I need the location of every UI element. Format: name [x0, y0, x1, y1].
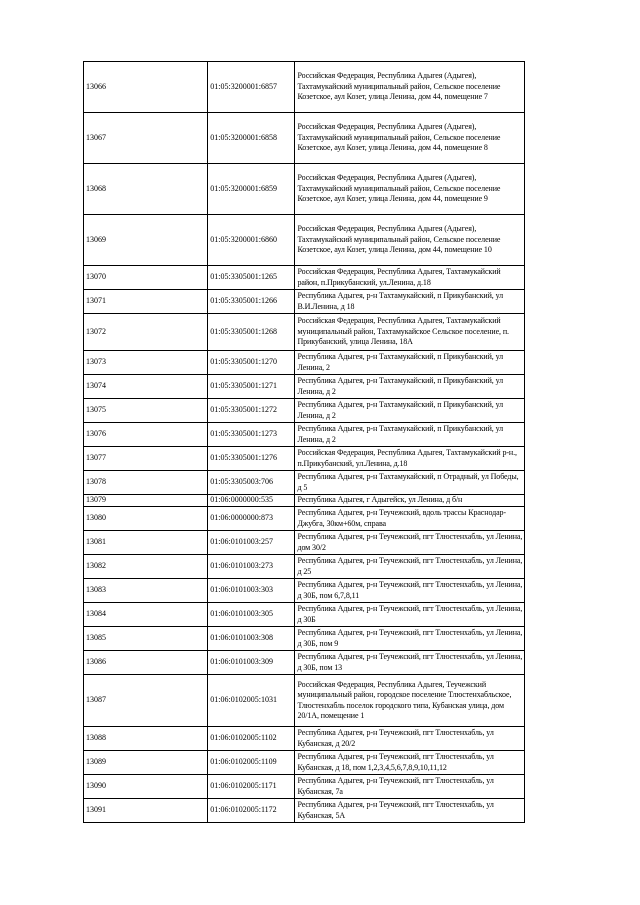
table-row [84, 627, 525, 651]
cadastral-number: 01:06:0000000:873 [208, 507, 295, 531]
table-row [84, 266, 525, 290]
table-row [84, 603, 525, 627]
address: Российская Федерация, Республика Адыгея, Тахтамукайский р-н., п.Прикубанский, ул.Ленина, д.18 [295, 447, 525, 471]
address: Республика Адыгея, р-н Теучежский, пгт Тлюстенхабль, ул Кубанская, 5А [295, 799, 525, 823]
row-number: 13080 [84, 507, 208, 531]
table-row [84, 423, 525, 447]
table-row [84, 290, 525, 314]
cadastral-number: 01:05:3200001:6859 [208, 164, 295, 215]
cadastral-number: 01:05:3305001:1276 [208, 447, 295, 471]
address: Российская Федерация, Республика Адыгея (Адыгея), Тахтамукайский муниципальный район, Сельское поселение Козетское, аул Козет, улица Ленина, дом 44, помещение 7 [295, 62, 525, 113]
address: Российская Федерация, Республика Адыгея, Тахтамукайский муниципальный район, Тахтамукайское Сельское поселение, п. Прикубанский, улица Ленина, 18А [295, 314, 525, 351]
address: Республика Адыгея, р-н Тахтамукайский, п Прикубанский, ул Ленина, д 2 [295, 423, 525, 447]
row-number: 13073 [84, 351, 208, 375]
table-row [84, 751, 525, 775]
address: Республика Адыгея, р-н Теучежский, пгт Тлюстенхабль, ул Ленина, д 25 [295, 555, 525, 579]
table-row [84, 62, 525, 113]
cadastral-number: 01:05:3305001:1268 [208, 314, 295, 351]
table-row [84, 351, 525, 375]
cadastral-number: 01:06:0102005:1031 [208, 675, 295, 727]
table-row [84, 314, 525, 351]
table-row [84, 375, 525, 399]
row-number: 13089 [84, 751, 208, 775]
row-number: 13086 [84, 651, 208, 675]
cadastral-number: 01:06:0101003:257 [208, 531, 295, 555]
table-row [84, 531, 525, 555]
address: Республика Адыгея, р-н Тахтамукайский, п Отрадный, ул Победы, д 5 [295, 471, 525, 495]
address: Республика Адыгея, р-н Теучежский, пгт Тлюстенхабль, ул Ленина, д 30Б [295, 603, 525, 627]
row-number: 13071 [84, 290, 208, 314]
address: Республика Адыгея, р-н Теучежский, пгт Тлюстенхабль, ул Кубанская, 7а [295, 775, 525, 799]
cadastral-number: 01:06:0000000:535 [208, 495, 295, 507]
address: Российская Федерация, Республика Адыгея (Адыгея), Тахтамукайский муниципальный район, Сельское поселение Козетское, аул Козет, улица Ленина, дом 44, помещение 9 [295, 164, 525, 215]
cadastral-number: 01:05:3305001:1270 [208, 351, 295, 375]
row-number: 13076 [84, 423, 208, 447]
address: Республика Адыгея, г Адыгейск, ул Ленина, д б/н [295, 495, 525, 507]
cadastral-number: 01:05:3305001:1265 [208, 266, 295, 290]
row-number: 13072 [84, 314, 208, 351]
cadastral-number: 01:06:0101003:305 [208, 603, 295, 627]
address: Республика Адыгея, р-н Теучежский, пгт Тлюстенхабль, ул Кубанская, д 18, пом 1,2,3,4,5,6,7,8,9,10,11,12 [295, 751, 525, 775]
address: Российская Федерация, Республика Адыгея, Тахтамукайский район, п.Прикубанский, ул.Ленина, д.18 [295, 266, 525, 290]
cadastral-number: 01:06:0102005:1102 [208, 727, 295, 751]
cadastral-number: 01:05:3200001:6857 [208, 62, 295, 113]
table-row [84, 507, 525, 531]
row-number: 13078 [84, 471, 208, 495]
cadastral-number: 01:05:3305001:1266 [208, 290, 295, 314]
address: Республика Адыгея, р-н Тахтамукайский, п Прикубанский, ул Ленина, д 2 [295, 375, 525, 399]
registry-table-body [84, 62, 525, 823]
table-row [84, 675, 525, 727]
row-number: 13088 [84, 727, 208, 751]
row-number: 13085 [84, 627, 208, 651]
address: Республика Адыгея, р-н Тахтамукайский, п Прикубанский, ул Ленина, 2 [295, 351, 525, 375]
table-row [84, 775, 525, 799]
address: Российская Федерация, Республика Адыгея, Теучежский муниципальный район, городское поселение Тлюстенхабльское, Тлюстенхабль поселок городского типа, Кубанская улица, дом 20/1А, помещение 1 [295, 675, 525, 727]
row-number: 13069 [84, 215, 208, 266]
row-number: 13084 [84, 603, 208, 627]
address: Республика Адыгея, р-н Теучежский, пгт Тлюстенхабль, ул Ленина, д 30Б, пом 9 [295, 627, 525, 651]
table-row [84, 399, 525, 423]
cadastral-number: 01:06:0102005:1172 [208, 799, 295, 823]
row-number: 13067 [84, 113, 208, 164]
registry-table [83, 61, 525, 823]
row-number: 13066 [84, 62, 208, 113]
address: Республика Адыгея, р-н Теучежский, вдоль трассы Краснодар-Джубга, 30км+60м, справа [295, 507, 525, 531]
row-number: 13083 [84, 579, 208, 603]
table-row [84, 164, 525, 215]
address: Российская Федерация, Республика Адыгея (Адыгея), Тахтамукайский муниципальный район, Сельское поселение Козетское, аул Козет, улица Ленина, дом 44, помещение 10 [295, 215, 525, 266]
row-number: 13079 [84, 495, 208, 507]
cadastral-number: 01:05:3305001:1273 [208, 423, 295, 447]
cadastral-number: 01:06:0101003:303 [208, 579, 295, 603]
table-row [84, 471, 525, 495]
table-row [84, 495, 525, 507]
table-row [84, 215, 525, 266]
cadastral-number: 01:05:3200001:6860 [208, 215, 295, 266]
address: Республика Адыгея, р-н Теучежский, пгт Тлюстенхабль, ул Кубанская, д 20/2 [295, 727, 525, 751]
row-number: 13075 [84, 399, 208, 423]
cadastral-number: 01:05:3305003:706 [208, 471, 295, 495]
row-number: 13081 [84, 531, 208, 555]
cadastral-number: 01:05:3200001:6858 [208, 113, 295, 164]
table-row [84, 555, 525, 579]
row-number: 13070 [84, 266, 208, 290]
cadastral-number: 01:06:0101003:308 [208, 627, 295, 651]
table-row [84, 447, 525, 471]
row-number: 13090 [84, 775, 208, 799]
table-row [84, 651, 525, 675]
address: Республика Адыгея, р-н Теучежский, пгт Тлюстенхабль, ул Ленина, д 30Б, пом 6,7,8,11 [295, 579, 525, 603]
row-number: 13087 [84, 675, 208, 727]
address: Российская Федерация, Республика Адыгея (Адыгея), Тахтамукайский муниципальный район, Сельское поселение Козетское, аул Козет, улица Ленина, дом 44, помещение 8 [295, 113, 525, 164]
row-number: 13068 [84, 164, 208, 215]
row-number: 13074 [84, 375, 208, 399]
table-row [84, 727, 525, 751]
cadastral-number: 01:06:0101003:309 [208, 651, 295, 675]
row-number: 13077 [84, 447, 208, 471]
table-row [84, 799, 525, 823]
address: Республика Адыгея, р-н Теучежский, пгт Тлюстенхабль, ул Ленина, д 30Б, пом 13 [295, 651, 525, 675]
cadastral-number: 01:05:3305001:1271 [208, 375, 295, 399]
table-row [84, 579, 525, 603]
cadastral-number: 01:06:0101003:273 [208, 555, 295, 579]
address: Республика Адыгея, р-н Теучежский, пгт Тлюстенхабль, ул Ленина, дом 30/2 [295, 531, 525, 555]
cadastral-number: 01:06:0102005:1109 [208, 751, 295, 775]
cadastral-number: 01:06:0102005:1171 [208, 775, 295, 799]
row-number: 13082 [84, 555, 208, 579]
cadastral-number: 01:05:3305001:1272 [208, 399, 295, 423]
address: Республика Адыгея, р-н Тахтамукайский, п Прикубанский, ул В.И.Ленина, д 18 [295, 290, 525, 314]
address: Республика Адыгея, р-н Тахтамукайский, п Прикубанский, ул Ленина, д 2 [295, 399, 525, 423]
row-number: 13091 [84, 799, 208, 823]
table-row [84, 113, 525, 164]
